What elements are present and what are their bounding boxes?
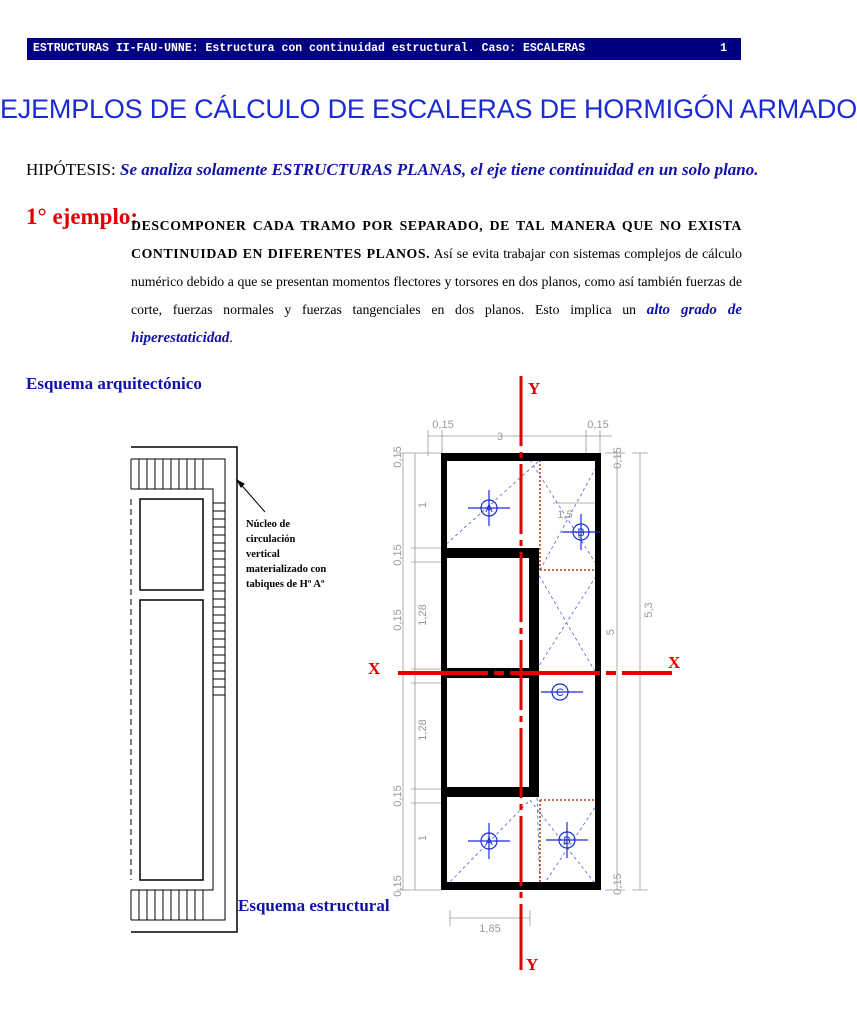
landing-upper [441, 548, 539, 558]
marker-b-upper: B [577, 527, 585, 539]
header-text: ESTRUCTURAS II-FAU-UNNE: Estructura con continuidad estructural. Caso: ESCALERAS [33, 42, 586, 55]
marker-a-upper: A [485, 503, 493, 515]
landing-lower [441, 787, 539, 797]
dim-left: 1,28 [417, 604, 429, 626]
dim-left: 0,15 [392, 544, 404, 566]
arch-scheme-label: Esquema arquitectónico [26, 374, 202, 393]
page-title: EJEMPLOS DE CÁLCULO DE ESCALERAS DE HORMIGÓN ARMADO [0, 94, 857, 124]
y-axis-label-top: Y [528, 379, 541, 398]
dim-left: 0,15 [392, 446, 404, 468]
page-number: 1 [720, 42, 727, 55]
dim-left: 0,15 [392, 785, 404, 807]
nucleo-line: vertical [246, 549, 280, 560]
x-axis-label-right: X [668, 653, 681, 672]
dim-inner-left: 0,15 [392, 609, 404, 631]
dim-top-right: 0,15 [587, 419, 609, 431]
dim-left: 1 [417, 834, 429, 842]
dim-right-total: 5,3 [643, 602, 655, 618]
hypothesis-label: HIPÓTESIS: [26, 160, 116, 179]
nucleo-line: Núcleo de [246, 519, 291, 530]
nucleo-line: tabiques de Hº Aº [246, 579, 325, 590]
nucleo-line: circulación [246, 534, 296, 545]
marker-b-lower: B [563, 835, 571, 847]
dim-left: 0,15 [392, 875, 404, 897]
y-axis-label-bottom: Y [526, 955, 539, 974]
nucleo-line: materializado con [246, 564, 327, 575]
dim-left: 1,28 [417, 719, 429, 741]
marker-a-lower: A [485, 836, 493, 848]
dim-right-bottom: 0,15 [612, 873, 624, 895]
dim-left: 1 [417, 501, 429, 509]
dim-right-top: 0,15 [612, 447, 624, 469]
dim-top-left: 0,15 [432, 419, 454, 431]
dim-top-mid: 3 [496, 431, 504, 443]
hypothesis-end: . [754, 160, 759, 179]
architectural-plan [131, 447, 265, 932]
hypothesis-text: Se analiza solamente ESTRUCTURAS PLANAS, el eje tiene continuidad en un solo plano [119, 160, 755, 179]
structural-plan [397, 376, 672, 970]
marker-c: C [556, 687, 564, 699]
example-emphasis: alto grado de hiperestaticidad [131, 302, 742, 346]
dim-inner: 1,5 [557, 509, 573, 521]
x-axis-label-left: X [368, 659, 381, 678]
structural-scheme-label: Esquema estructural [238, 896, 390, 915]
example-label: 1° ejemplo: [26, 204, 139, 229]
example-caps: DESCOMPONER CADA TRAMO POR SEPARADO, DE TAL MANERA QUE NO EXISTA CONTINUIDAD EN DIFERENTES PLANOS. [131, 218, 742, 261]
example-end: . [229, 330, 233, 345]
example-body: Así se evita trabajar con sistemas complejos de cálculo numérico debido a que se presentan momentos flectores y torsores en dos planos, como así también fuerzas de corte, fuerzas normales y fuerzas tangenciales en dos planos. Esto implica un [131, 246, 742, 317]
dim-right-inner: 5 [605, 628, 617, 636]
dim-bottom: 1,85 [479, 923, 501, 935]
